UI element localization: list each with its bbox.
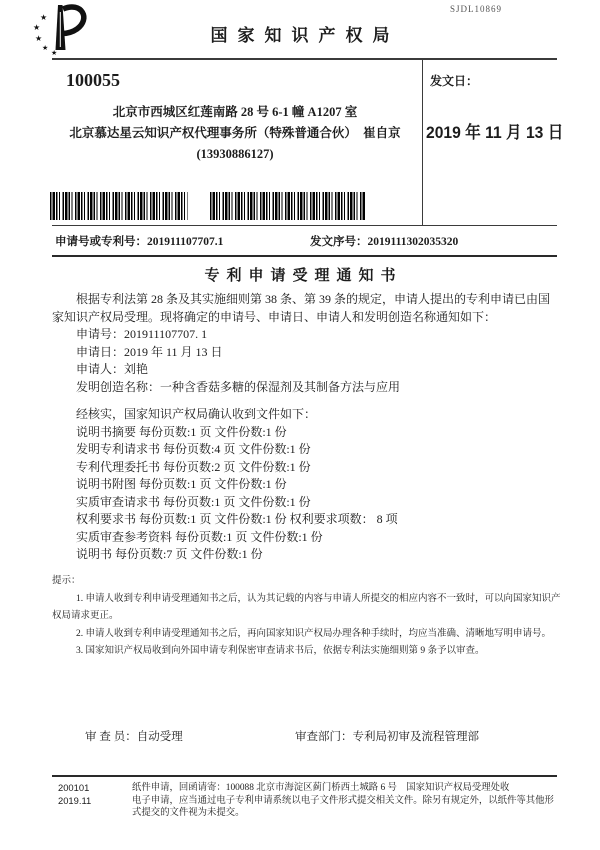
document-line: 权利要求书 每份页数:1 页 文件份数:1 份 权利要求项数： 8 项: [76, 512, 398, 526]
dispatch-date-label: 发文日：: [430, 74, 479, 88]
field-application-date: 申请日：2019 年 11 月 13 日: [76, 344, 223, 359]
footer-form-codes: [58, 782, 91, 807]
examiner: [85, 731, 183, 743]
footer-form-number: 200101: [58, 782, 90, 793]
hint-item: 1. 申请人收到专利申请受理通知书之后，认为其记载的内容与申请人所提交的相应内容不一致时，可以向国家知识产权局请求更正。: [52, 593, 561, 621]
hints-section: [52, 573, 564, 661]
svg-text:★: ★: [33, 23, 41, 32]
barcode-application-number: [50, 192, 188, 220]
footer-note-paper: 纸件申请，回函请寄：100088 北京市海淀区蓟门桥西土城路 6 号 国家知识产权局受理处收: [132, 783, 510, 793]
document-line: 实质审查参考资料 每份页数:1 页 文件份数:1 份: [76, 529, 323, 544]
header-rule: [52, 58, 557, 60]
hint-item: 2. 申请人收到专利申请受理通知书之后，再向国家知识产权局办理各种手续时，均应当准确、清晰地写明申请号。: [76, 628, 552, 639]
recipient-phone: (13930886127): [196, 147, 274, 161]
vertical-divider: [422, 60, 423, 226]
confirm-line: 经核实，国家知识产权局确认收到文件如下：: [76, 407, 317, 421]
numbers-row: [55, 233, 557, 249]
department-value: 专利局初审及流程管理部: [352, 731, 479, 743]
document-code: SJDL10869: [450, 4, 503, 14]
footer-rule: [52, 775, 557, 777]
footer-notes: [132, 782, 558, 820]
serial-number-label: 发文序号：: [310, 236, 368, 248]
svg-text:★: ★: [35, 34, 43, 43]
application-number-label: 申请号或专利号：: [55, 236, 147, 248]
intro-paragraph: 根据专利法第 28 条及其实施细则第 38 条、第 39 条的规定，申请人提出的专利申请已由国家知识产权局受理。现将确定的申请号、申请日、申请人和发明创造名称通知如下：: [52, 292, 551, 324]
signoff-row: [85, 728, 555, 744]
hint-item: 3. 国家知识产权局收到向外国申请专利保密审查请求书后，依据专利法实施细则第 9 条予以审查。: [76, 646, 485, 656]
notice-body: [52, 291, 558, 564]
document-line: 说明书摘要 每份页数:1 页 文件份数:1 份: [76, 424, 287, 439]
svg-text:★: ★: [42, 44, 49, 52]
document-line: 说明书附图 每份页数:1 页 文件份数:1 份: [76, 477, 287, 491]
application-number-value: 201911107707.1: [147, 236, 224, 248]
examiner-label: 审 查 员：: [85, 731, 137, 743]
recipient-postcode: 100055: [66, 70, 120, 90]
recipient-address-block: [55, 102, 415, 165]
field-applicant: 申请人：刘艳: [76, 362, 149, 376]
agency-title: 国家知识产权局: [210, 26, 400, 45]
application-number: [55, 236, 223, 248]
hints-label: 提示：: [52, 576, 81, 586]
svg-text:★: ★: [40, 13, 48, 22]
field-application-number: 申请号：201911107707. 1: [76, 327, 208, 341]
serial-number: [310, 233, 458, 249]
document-line: 发明专利请求书 每份页数:4 页 文件份数:1 份: [76, 442, 311, 456]
document-line: 专利代理委托书 每份页数:2 页 文件份数:1 份: [76, 459, 311, 474]
spacer: [52, 396, 558, 406]
recipient-address: 北京市西城区红莲南路 28 号 6-1 幢 A1207 室: [112, 105, 358, 119]
svg-text:★: ★: [51, 49, 58, 56]
barcode-serial-number: [210, 192, 366, 220]
footer-form-version: 2019.11: [58, 794, 92, 806]
dispatch-date-value: 2019 年 11 月 13 日: [426, 123, 564, 142]
document-line: 说明书 每份页数:7 页 文件份数:1 份: [76, 547, 263, 561]
footer-note-electronic: 电子申请，应当通过电子专利申请系统以电子文件形式提交相关文件。除另有规定外，以纸件等其他形式提交的文件视为未提交。: [132, 795, 554, 818]
notice-title: 专利申请受理通知书: [204, 268, 403, 284]
barcode-rule: [52, 225, 557, 226]
title-rule: [52, 255, 557, 257]
examiner-value: 自动受理: [136, 731, 183, 743]
document-line: 实质审查请求书 每份页数:1 页 文件份数:1 份: [76, 494, 311, 509]
field-invention-title: 发明创造名称：一种含香菇多糖的保湿剂及其制备方法与应用: [76, 379, 401, 394]
department-label: 审查部门：: [295, 731, 353, 743]
serial-number-value: 2019111302035320: [367, 236, 459, 248]
recipient-agent: 北京慕达星云知识产权代理事务所（特殊普通合伙） 崔自京: [69, 126, 401, 140]
department: [295, 728, 479, 744]
